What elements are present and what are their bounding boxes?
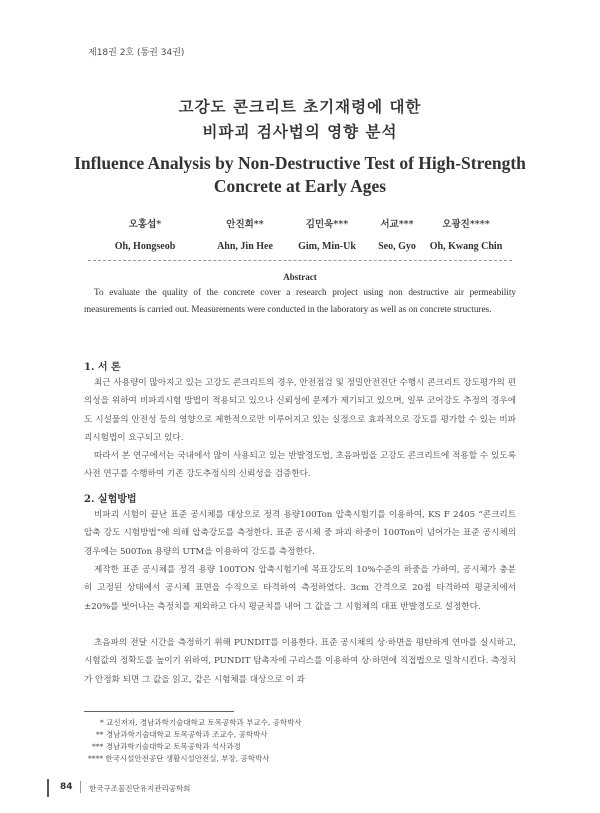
korean-title-line2: 비파괴 검사법의 영향 분석 <box>202 122 398 141</box>
journal-issue-header: 제18권 2호 (통권 34권) <box>88 48 185 58</box>
author-name-ko: 김민욱*** <box>305 219 349 230</box>
footer-separator <box>80 781 81 793</box>
page-number: 84 <box>60 782 73 792</box>
abstract-heading: Abstract <box>283 272 317 282</box>
author-name-ko: 안진희** <box>226 219 264 230</box>
footnote-4: **** 한국시설안전공단 생활시설안전실, 부장, 공학박사 <box>88 754 270 763</box>
journal-name: 한국구조물진단유지관리공학회 <box>89 784 191 793</box>
method-paragraph-1: 비파괴 시험이 끝난 표준 공시체를 대상으로 정격 용량100Ton 압축시험기를 이용하여, KS F 2405 “콘크리트 압축 강도 시험방법”에 의해 압축강도를 측정한다. 표준 공시체 중 파괴 하중이 100Ton이 넘어가는 표준 공시체의 경우에는 500Ton 용량의 UTM을 이용하여 강도를 측정한다. <box>84 510 516 557</box>
english-title-line2: Concrete at Early Ages <box>213 176 387 196</box>
method-paragraph-3: 초음파의 전달 시간을 측정하기 위해 PUNDIT를 이용한다. 표준 공시체의 상·하면을 평탄하게 연마를 실시하고, 시험값의 정확도를 높이기 위하여, PUNDIT 탐촉자에 구리스를 이용하여 상·하면에 직접법으로 밀착시킨다. 측정치가 안정화 되면 그 값을 읽고, 같은 시험체를 대상으로 이 과 <box>84 638 516 685</box>
author-name-en: Gim, Min-Uk <box>298 241 356 252</box>
author-name-en: Seo, Gyo <box>378 241 416 252</box>
author-name-ko: 서교*** <box>380 219 414 230</box>
section-heading-method: 2. 실험방법 <box>84 494 137 505</box>
method-paragraph-2: 제작한 표준 공시체를 정격 용량 100TON 압축시험기에 목표강도의 10%수준의 하중을 가하여, 공시체가 충분히 고정된 상태에서 공시체 표면을 수직으로 타격하여 측정하였다. 3cm 간격으로 20점 타격하여 평균치에서 ±20%를 벗어나는 측정치를 제외하고 다시 평균치를 내어 그 값을 그 시험체의 대표 반발경도로 설정한다. <box>84 565 516 612</box>
author-name-en: Oh, Hongseob <box>114 241 176 252</box>
abstract-text: To evaluate the quality of the concrete cover a research project using non destructive air permeability measurements is carried out. Measurements were conducted in the laboratory as well as on concrete structures. <box>84 287 516 314</box>
author-1 <box>95 216 195 252</box>
author-5 <box>416 216 516 252</box>
korean-title-line1: 고강도 콘크리트 초기재령에 대한 <box>178 97 422 116</box>
footer-accent-bar <box>47 779 49 797</box>
author-name-ko: 오광진**** <box>442 219 490 230</box>
intro-paragraph-2: 따라서 본 연구에서는 국내에서 많이 사용되고 있는 반발경도법, 초음파법을 고강도 콘크리트에 적용할 수 있도록 사전 연구를 수행하여 기존 강도추정식의 신뢰성을 검증한다. <box>84 451 516 480</box>
author-name-ko: 오홍섭* <box>128 219 162 230</box>
intro-paragraph-1: 최근 사용량이 많아지고 있는 고강도 콘크리트의 경우, 안전점검 및 정밀안전진단 수행시 콘크리트 강도평가의 편의성을 위하여 비파괴시험 방법이 적용되고 있으나 신뢰성에 문제가 제기되고 있으며, 일부 코어강도 추정의 경우에도 시설물의 안전성 등의 영향으로 제한적으로만 이루어지고 있는 실정으로 효과적으로 강도를 평가할 수 있는 비파괴시험법이 요구되고 있다. <box>84 378 516 444</box>
footnote-3: *** 경남과학기술대학교 토목공학과 석사과정 <box>92 742 241 751</box>
footnote-1: * 교신저자, 경남과학기술대학교 토목공학과 부교수, 공학박사 <box>100 718 302 727</box>
english-title-line1: Influence Analysis by Non-Destructive Test of High-Strength <box>74 153 526 173</box>
footnote-2: ** 경남과학기술대학교 토목공학과 조교수, 공학박사 <box>96 730 268 739</box>
footnote-divider <box>84 711 234 712</box>
section-heading-introduction: 1. 서 론 <box>84 362 121 373</box>
author-name-en: Ahn, Jin Hee <box>217 241 273 252</box>
author-name-en: Oh, Kwang Chin <box>429 241 503 252</box>
title-divider <box>88 260 512 261</box>
